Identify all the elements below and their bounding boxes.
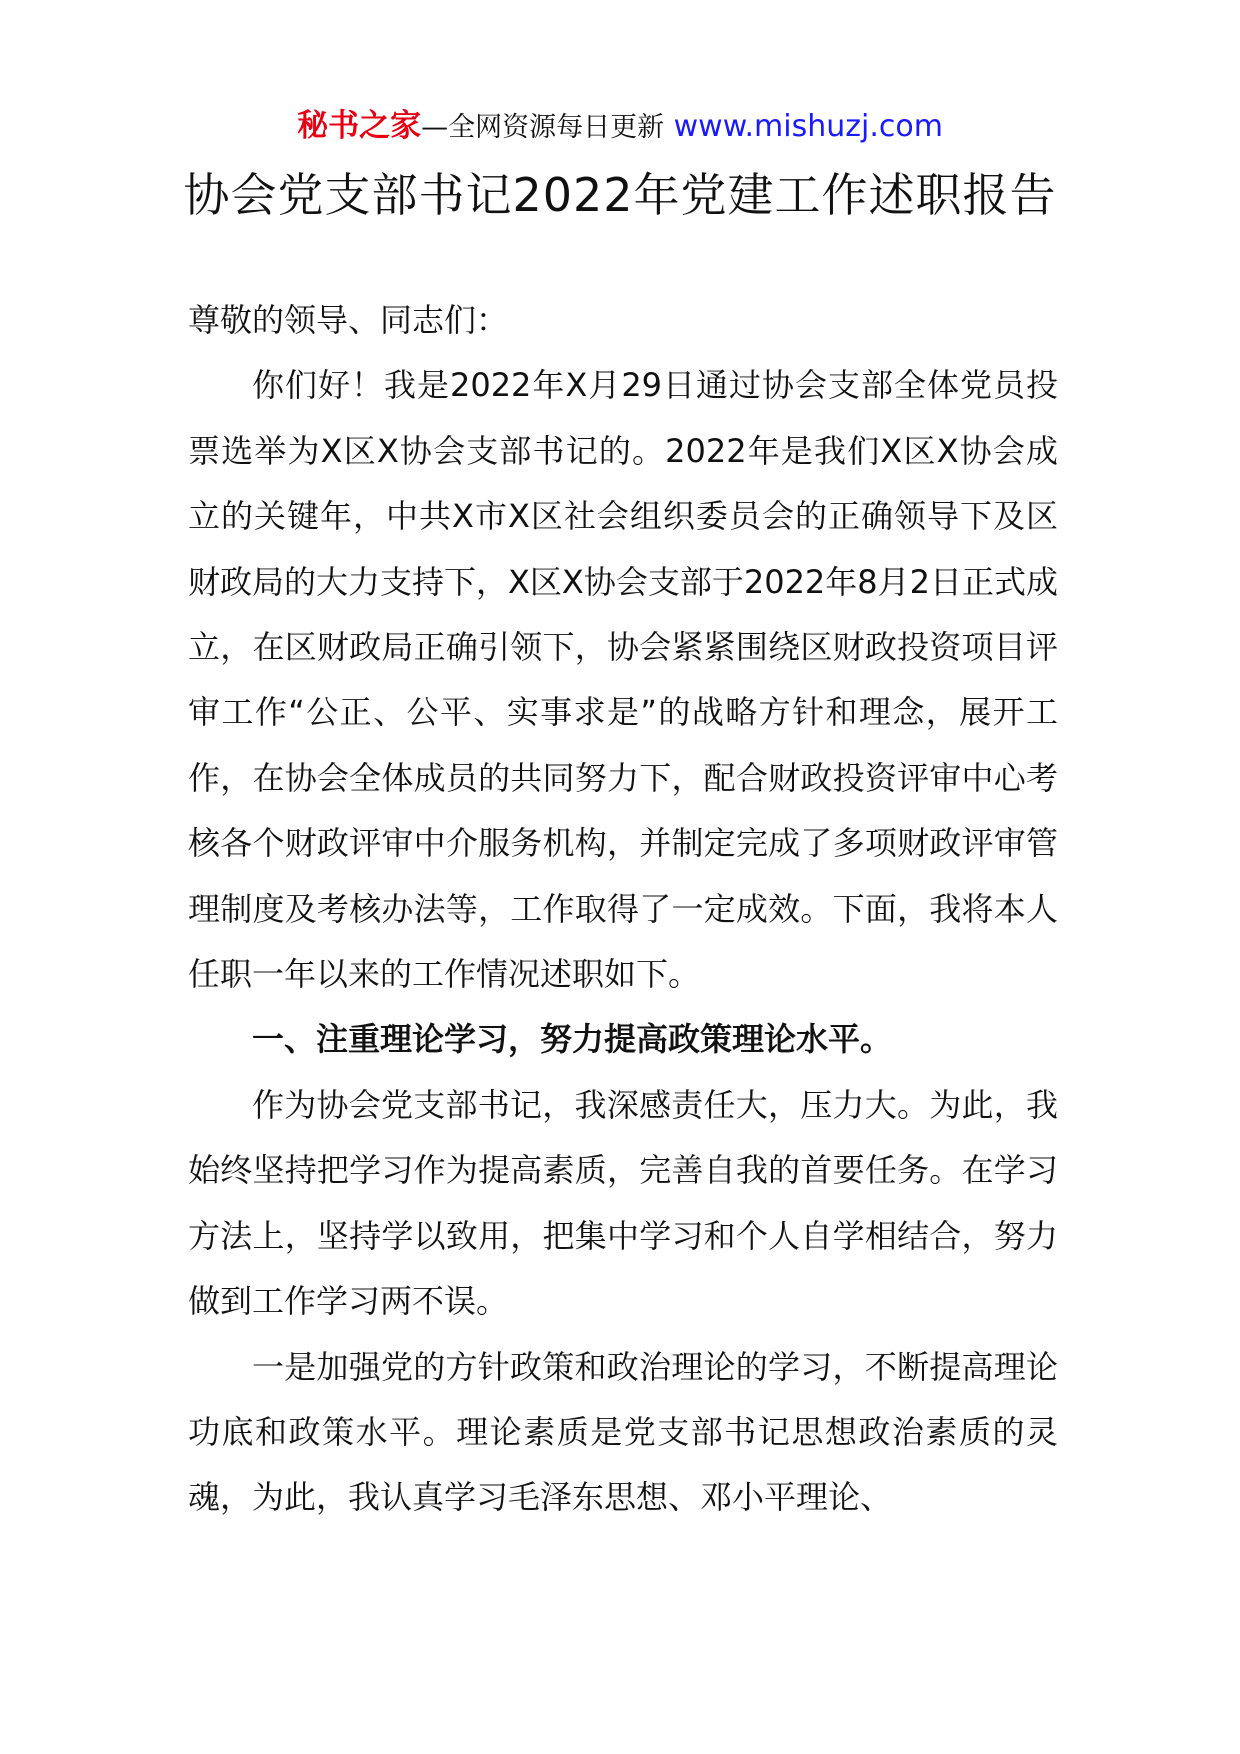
- salutation: 尊敬的领导、同志们：: [188, 301, 509, 339]
- paragraph-intro: 你们好！我是2022年X月29日通过协会支部全体党员投票选举为X区X协会支部书记的。2022年是我们X区X协会成立的关键年，中共X市X区社会组织委员会的正确领导下及区财政局的大力支持下，X区X协会支部于2022年8月2日正式成立，在区财政局正确引领下，协会紧紧围绕区财政投资项目评审工作“公正、公平、实事求是”的战略方针和理念，展开工作，在协会全体成员的共同努力下，配合财政投资评审中心考核各个财政评审中介服务机构，并制定完成了多项财政评审管理制度及考核办法等，工作取得了一定成效。下面，我将本人任职一年以来的工作情况述职如下。: [188, 366, 1059, 994]
- site-header: [0, 104, 1240, 150]
- site-url-link[interactable]: www.mishuzj.com: [673, 109, 943, 144]
- document-title: 协会党支部书记2022年党建工作述职报告: [183, 168, 1057, 222]
- site-tagline: —全网资源每日更新: [421, 112, 665, 143]
- document-body: [188, 288, 1058, 1531]
- site-brand: 秘书之家: [297, 108, 422, 144]
- section-heading-1: 一、注重理论学习，努力提高政策理论水平。: [252, 1020, 893, 1059]
- paragraph-section-1: 作为协会党支部书记，我深感责任大，压力大。为此，我始终坚持把学习作为提高素质，完善自我的首要任务。在学习方法上，坚持学以致用，把集中学习和个人自学相结合，努力做到工作学习两不误。: [188, 1085, 1058, 1321]
- paragraph-point-1: 一是加强党的方针政策和政治理论的学习，不断提高理论功底和政策水平。理论素质是党支部书记思想政治素质的灵魂，为此，我认真学习毛泽东思想、邓小平理论、: [188, 1347, 1058, 1517]
